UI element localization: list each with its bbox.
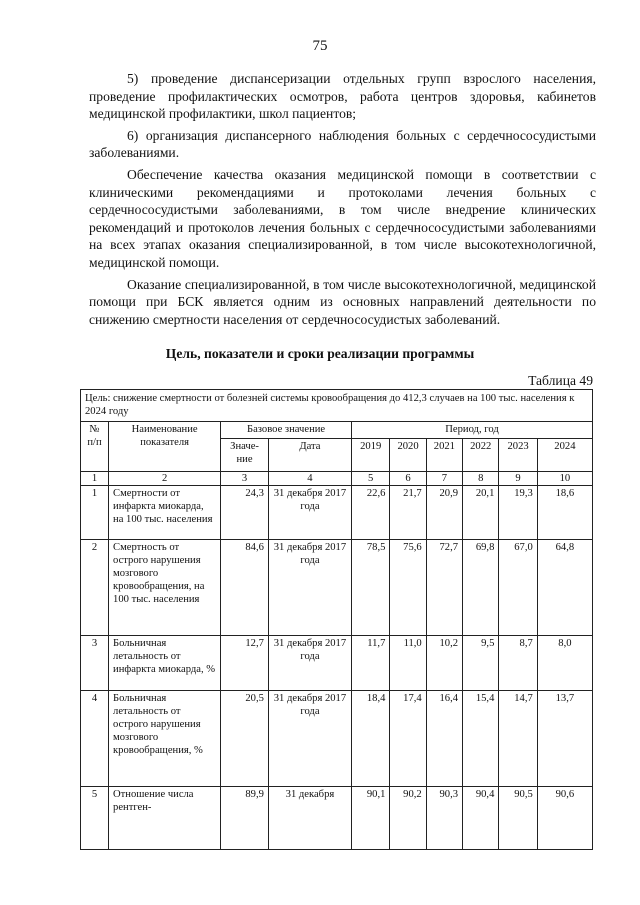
row-year-value: 90,6	[537, 787, 592, 850]
paragraph-item-6: 6) организация диспансерного наблюдения больных с сердечнососудистыми заболеваниями.	[89, 127, 596, 161]
row-year-value: 69,8	[463, 540, 499, 636]
row-year-value: 72,7	[426, 540, 462, 636]
column-number: 7	[426, 472, 462, 486]
column-number: 1	[81, 472, 109, 486]
table-row	[81, 787, 593, 850]
row-year-value: 10,2	[426, 636, 462, 691]
row-name: Больничная летальность от острого нарушения мозгового кровообращения, %	[109, 691, 221, 787]
header-value: Значе-ние	[221, 439, 269, 472]
row-num: 5	[81, 787, 109, 850]
row-year-value: 78,5	[351, 540, 389, 636]
page-number: 75	[312, 38, 328, 54]
header-year-2022: 2022	[463, 439, 499, 472]
row-year-value: 15,4	[463, 691, 499, 787]
row-name: Больничная летальность от инфаркта миокарда, %	[109, 636, 221, 691]
header-year-2023: 2023	[499, 439, 537, 472]
header-year-2019: 2019	[351, 439, 389, 472]
row-year-value: 19,3	[499, 486, 537, 540]
row-year-value: 90,5	[499, 787, 537, 850]
row-year-value: 16,4	[426, 691, 462, 787]
header-num: № п/п	[81, 422, 109, 472]
row-year-value: 18,6	[537, 486, 592, 540]
row-base-date: 31 декабря 2017 года	[268, 540, 351, 636]
header-year-2021: 2021	[426, 439, 462, 472]
row-base-date: 31 декабря 2017 года	[268, 486, 351, 540]
row-year-value: 20,1	[463, 486, 499, 540]
column-number: 6	[390, 472, 426, 486]
row-base-date: 31 декабря 2017 года	[268, 691, 351, 787]
row-year-value: 14,7	[499, 691, 537, 787]
column-number: 9	[499, 472, 537, 486]
paragraph-specialized-care: Оказание специализированной, в том числе высокотехнологичной, медицинской помощи при БСК является одним из основных направлений деятельности по снижению смертности населения от сердечнососудистых заболеваний.	[89, 276, 596, 327]
paragraph-item-5: 5) проведение диспансеризации отдельных групп взрослого населения, проведение профилактических осмотров, работа центров здоровья, кабинетов медицинской профилактики, школ пациентов;	[89, 71, 596, 122]
column-number: 4	[268, 472, 351, 486]
row-year-value: 11,7	[351, 636, 389, 691]
row-year-value: 13,7	[537, 691, 592, 787]
indicators-table	[80, 389, 593, 850]
row-base-value: 84,6	[221, 540, 269, 636]
row-year-value: 90,4	[463, 787, 499, 850]
header-base: Базовое значение	[221, 422, 352, 439]
table-row	[81, 636, 593, 691]
paragraph-quality: Обеспечение качества оказания медицинской помощи в соответствии с клиническими рекомендациями и протоколами лечения больных с сердечнососудистыми заболеваниями, в том числе внедрение клинических рекомендаций и протоколов лечения больных с сердечнососудистыми заболеваниями на всех этапах оказания специализированной, в том числе высокотехнологичной, медицинской помощи.	[89, 166, 596, 270]
column-number: 2	[109, 472, 221, 486]
row-name: Отношение числа рентген-	[109, 787, 221, 850]
column-number: 5	[351, 472, 389, 486]
section-title: Цель, показатели и сроки реализации программы	[165, 346, 475, 361]
row-year-value: 18,4	[351, 691, 389, 787]
row-year-value: 21,7	[390, 486, 426, 540]
row-year-value: 17,4	[390, 691, 426, 787]
column-number: 10	[537, 472, 592, 486]
header-year-2020: 2020	[390, 439, 426, 472]
table-caption: Таблица 49	[528, 373, 593, 388]
row-base-value: 12,7	[221, 636, 269, 691]
row-year-value: 75,6	[390, 540, 426, 636]
row-num: 2	[81, 540, 109, 636]
body-text	[89, 70, 596, 332]
row-year-value: 8,7	[499, 636, 537, 691]
table-row	[81, 691, 593, 787]
row-year-value: 9,5	[463, 636, 499, 691]
table-row	[81, 486, 593, 540]
row-base-date: 31 декабря 2017 года	[268, 636, 351, 691]
row-year-value: 20,9	[426, 486, 462, 540]
row-year-value: 90,1	[351, 787, 389, 850]
row-base-value: 20,5	[221, 691, 269, 787]
header-year-2024: 2024	[537, 439, 592, 472]
row-year-value: 22,6	[351, 486, 389, 540]
row-num: 4	[81, 691, 109, 787]
row-base-date: 31 декабря	[268, 787, 351, 850]
row-year-value: 90,2	[390, 787, 426, 850]
row-base-value: 24,3	[221, 486, 269, 540]
row-year-value: 90,3	[426, 787, 462, 850]
column-number: 3	[221, 472, 269, 486]
table-row	[81, 540, 593, 636]
row-num: 1	[81, 486, 109, 540]
header-period: Период, год	[351, 422, 592, 439]
row-year-value: 67,0	[499, 540, 537, 636]
table-goal: Цель: снижение смертности от болезней системы кровообращения до 412,3 случаев на 100 тыс. населения к 2024 году	[81, 390, 593, 422]
column-number: 8	[463, 472, 499, 486]
row-num: 3	[81, 636, 109, 691]
row-name: Смертности от инфаркта миокарда, на 100 тыс. населения	[109, 486, 221, 540]
header-date: Дата	[268, 439, 351, 472]
row-name: Смертность от острого нарушения мозгового кровообращения, на 100 тыс. населения	[109, 540, 221, 636]
row-base-value: 89,9	[221, 787, 269, 850]
row-year-value: 11,0	[390, 636, 426, 691]
row-year-value: 64,8	[537, 540, 592, 636]
header-name: Наименование показателя	[109, 422, 221, 472]
row-year-value: 8,0	[537, 636, 592, 691]
